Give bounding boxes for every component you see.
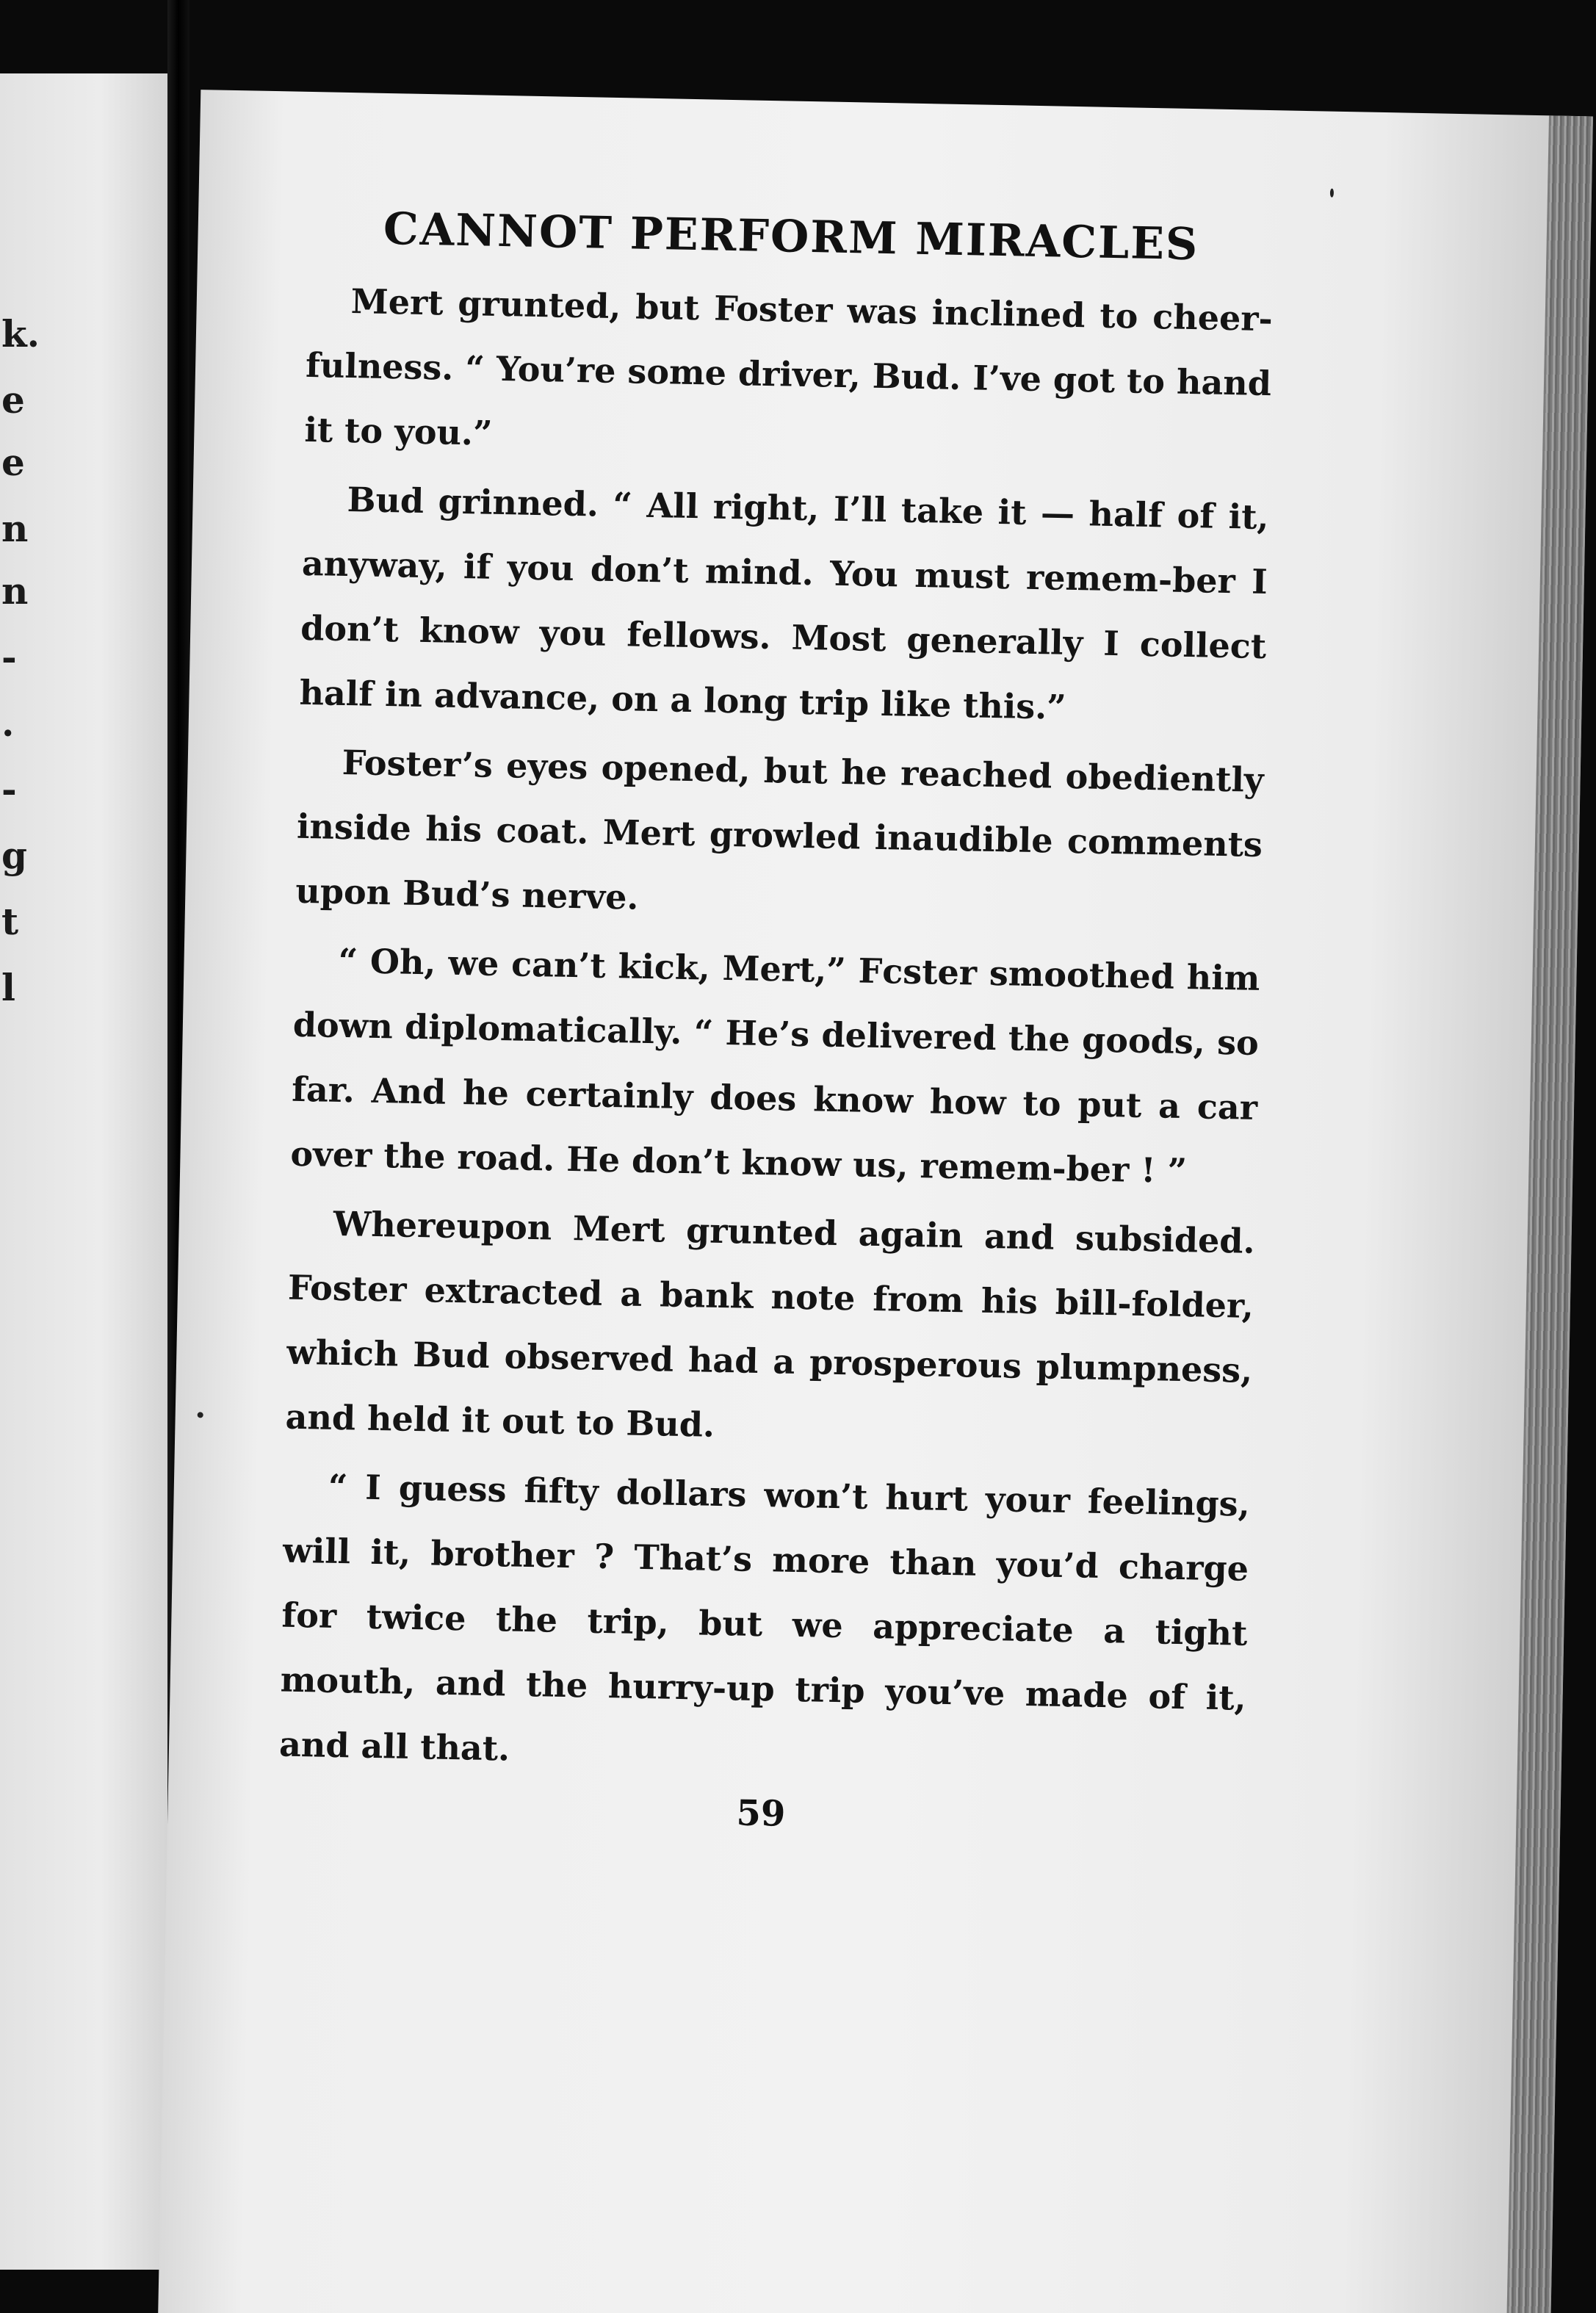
paragraph: Whereupon Mert grunted again and subsided. Foster extracted a bank note from his bill-folder, which Bud observed had a prosperous plumpness, and held it out to Bud. — [285, 1203, 1256, 1445]
paragraph: “ Oh, we can’t kick, Mert,” Fcster smoothed him down diplomatically. “ He’s delivered the goods, so far. And he certainly does know how to put a car over the road. He don’t know us, remem-ber ! ” — [290, 940, 1260, 1191]
dust-speck — [198, 1412, 203, 1418]
book-page — [158, 90, 1593, 2313]
dust-speck — [1330, 189, 1334, 198]
left-page-fragment: t — [1, 900, 19, 943]
page-number: 59 — [735, 1792, 786, 1835]
left-page-fragment: e — [1, 441, 25, 484]
left-page-fragment: n — [1, 507, 29, 550]
previous-page-edge — [0, 73, 167, 2270]
page-content — [278, 202, 1274, 1844]
left-page-fragment: n — [1, 569, 29, 613]
left-page-fragment: k. — [1, 312, 40, 356]
left-page-fragment: g — [1, 834, 27, 877]
left-page-fragment: e — [1, 378, 25, 422]
left-page-fragment: - — [1, 768, 17, 811]
left-page-fragment: - — [1, 635, 17, 679]
paragraph: Mert grunted, but Foster was inclined to cheer-fulness. “ You’re some driver, Bud. I’ve got to hand it to you.” — [303, 281, 1274, 453]
paragraph: Foster’s eyes opened, but he reached obediently inside his coat. Mert growled inaudible comments upon Bud’s nerve. — [295, 742, 1265, 917]
page-stack-edge — [1506, 115, 1593, 2313]
left-page-fragment: . — [1, 701, 15, 745]
running-head: CANNOT PERFORM MIRACLES — [383, 203, 1199, 271]
paragraph: “ I guess fifty dollars won’t hurt your feelings, will it, brother ? That’s more than you’d charge for twice the trip, but we appreciate a tight mouth, and the hurry-up trip you’ve made of it, and all that. — [278, 1466, 1251, 1769]
left-page-fragment: l — [1, 966, 15, 1009]
paragraph: Bud grinned. “ All right, I’ll take it — half of it, anyway, if you don’t mind. You must remem-ber I don’t know you fellows. Most generally I collect half in advance, on a long trip like this.” — [299, 480, 1269, 727]
